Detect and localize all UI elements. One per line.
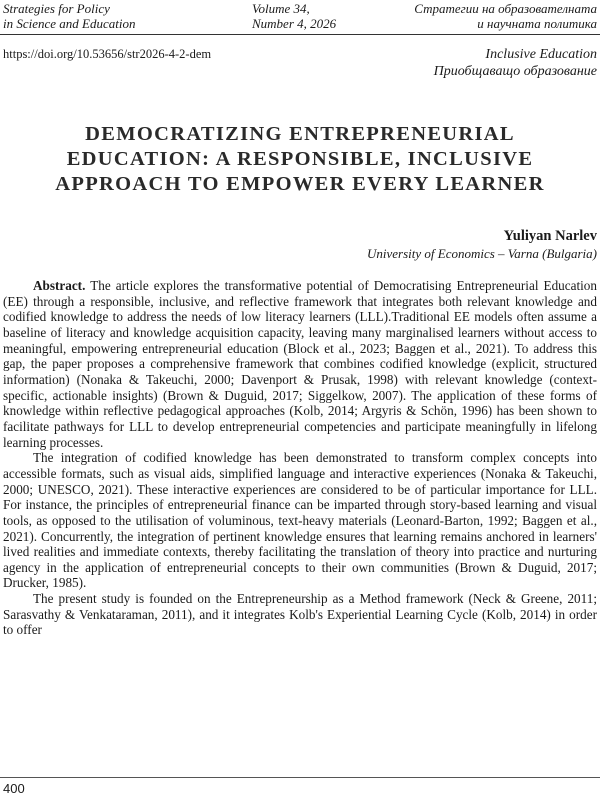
author-affiliation: University of Economics – Varna (Bulgaria)	[367, 246, 597, 261]
title-line: DEMOCRATIZING ENTREPRENEURIAL	[85, 123, 515, 145]
abstract-text: The article explores the transformative potential of Democratising Entrepreneurial Education (EE) through a responsible, inclusive, and reflective framework that integrates both relevant knowledge and codified knowledge to address the needs of low literacy learners (LLL).Traditional EE models often assume a baseline of literacy and knowledge acquisition capacity, leaving many marginalised learners without access to meaningful, empowering entrepreneurial education (Block et al., 2023; Baggen et al., 2021). To address this gap, the paper proposes a comprehensive framework that combines codified knowledge (explicit, structured information) (Nonaka & Takeuchi, 2000; Davenport & Prusak, 1998) with relevant knowledge (context-specific, actionable insights) (Brown & Duguid, 2017; Siggelkow, 2007). The application of these forms of knowledge within reflective pedagogical approaches (Kolb, 2014; Argyris & Schön, 1996) has been shown to facilitate pathways for LLL to develop entrepreneurial competencies and participate meaningfully in lifelong learning processes.	[3, 278, 597, 450]
title-line: EDUCATION: A RESPONSIBLE, INCLUSIVE	[66, 148, 534, 170]
title-line: APPROACH TO EMPOWER EVERY LEARNER	[55, 173, 545, 195]
section-label-bulgarian: Приобщаващо образование	[433, 64, 597, 79]
header-middle-line: Volume 34,	[252, 1, 310, 16]
abstract-paragraph	[3, 278, 597, 450]
header-middle-line: Number 4, 2026	[252, 16, 337, 31]
footer-divider	[0, 777, 600, 778]
body-paragraph: The present study is founded on the Entrepreneurship as a Method framework (Neck & Greene, 2011; Sarasvathy & Venkataraman, 2011), and it integrates Kolb's Experiential Learning Cycle (Kolb, 2014) in order to offer	[3, 591, 597, 638]
header-journal-bulgarian	[414, 1, 597, 31]
header-divider	[0, 34, 600, 35]
header-volume-number	[252, 1, 336, 31]
section-label	[434, 46, 597, 80]
abstract-label: Abstract.	[33, 278, 86, 293]
doi-link[interactable]: https://doi.org/10.53656/str2026-4-2-dem	[3, 47, 212, 61]
header-right-line: Стратегии на образователната	[414, 1, 597, 16]
article-body	[3, 278, 597, 638]
header-journal-english	[3, 1, 136, 31]
running-header	[0, 0, 600, 34]
author-name: Yuliyan Narlev	[503, 228, 597, 244]
header-left-line: Strategies for Policy	[3, 1, 110, 16]
article-title	[0, 122, 600, 197]
body-paragraph: The integration of codified knowledge has been demonstrated to transform complex concepts into accessible formats, such as visual aids, simplified language and interactive experiences (Nonaka & Takeuchi, 2000; UNESCO, 2021). These interactive experiences are considered to be of particular importance for LLL. For instance, the principles of entrepreneurial finance can be imparted through story-based learning and visual tools, as opposed to the utilisation of voluminous, text-heavy materials (Leonard-Barton, 1992; Baggen et al., 2021). Concurrently, the integration of pertinent knowledge ensures that learning remains anchored in learners' lived realities and immediate contexts, thereby facilitating the translation of theory into practice and nurturing agency in the application of entrepreneurial concepts to their own communities (Brown & Duguid, 2017; Drucker, 1985).	[3, 450, 597, 591]
section-label-english: Inclusive Education	[485, 47, 597, 62]
header-right-line: и научната политика	[477, 16, 597, 31]
header-left-line: in Science and Education	[3, 16, 136, 31]
page-number: 400	[3, 781, 25, 796]
